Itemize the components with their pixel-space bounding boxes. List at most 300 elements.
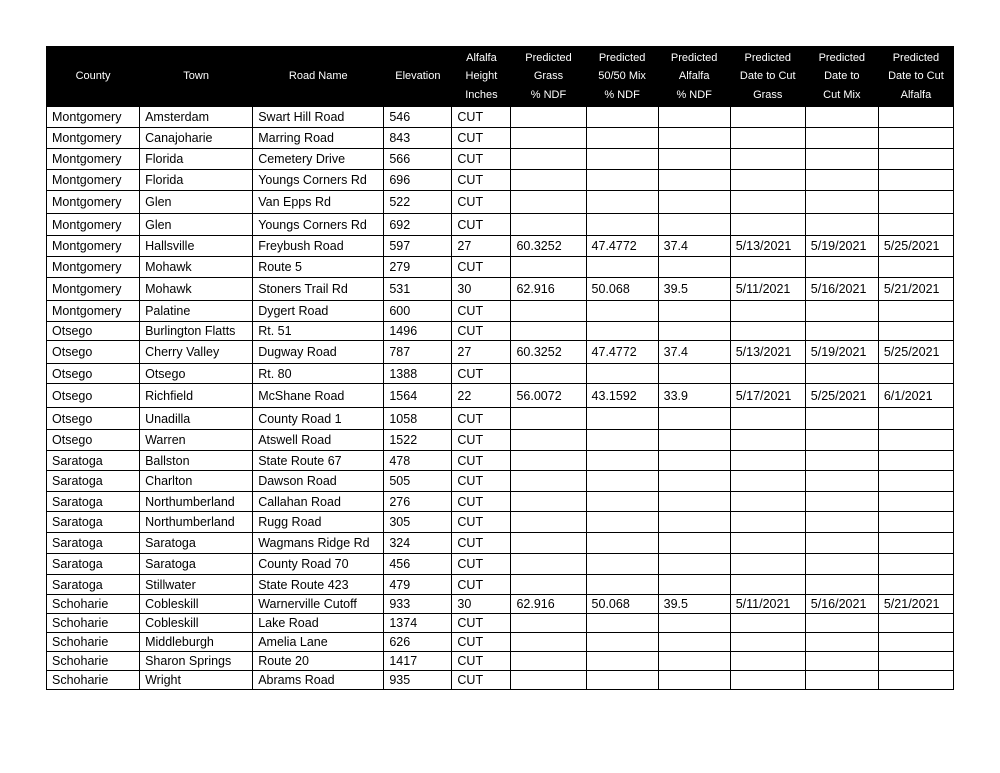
cell-alfalfa-height: CUT (452, 575, 511, 595)
cell-date-cut-mix: 5/19/2021 (805, 236, 878, 257)
cell-county: Otsego (47, 430, 140, 451)
cell-town: Canajoharie (140, 128, 253, 149)
table-row (47, 614, 954, 633)
cell-elevation: 276 (384, 492, 452, 512)
cell-date-cut-mix (805, 554, 878, 575)
cell-mix-ndf (586, 533, 658, 554)
cell-elevation: 692 (384, 214, 452, 236)
cell-elevation: 305 (384, 512, 452, 533)
cell-town: Warren (140, 430, 253, 451)
cell-date-cut-alfalfa (878, 512, 953, 533)
cell-elevation: 626 (384, 633, 452, 652)
cell-road-name: State Route 67 (253, 451, 384, 471)
cell-road-name: Warnerville Cutoff (253, 595, 384, 614)
cell-alfalfa-height: CUT (452, 671, 511, 690)
cell-alfalfa-ndf (658, 430, 730, 451)
cell-date-cut-alfalfa: 5/21/2021 (878, 595, 953, 614)
cell-date-cut-alfalfa (878, 257, 953, 278)
table-row (47, 322, 954, 341)
cell-alfalfa-height: CUT (452, 322, 511, 341)
cell-road-name: Wagmans Ridge Rd (253, 533, 384, 554)
cell-date-cut-grass (730, 191, 805, 214)
cell-date-cut-grass (730, 214, 805, 236)
cell-road-name: Van Epps Rd (253, 191, 384, 214)
column-header-text: % NDF (530, 88, 567, 101)
cell-alfalfa-height: CUT (452, 512, 511, 533)
cell-mix-ndf (586, 191, 658, 214)
cell-alfalfa-height: CUT (452, 471, 511, 492)
cell-mix-ndf (586, 364, 658, 384)
table-row (47, 671, 954, 690)
cell-date-cut-mix: 5/16/2021 (805, 278, 878, 301)
cell-date-cut-alfalfa (878, 170, 953, 191)
cell-mix-ndf (586, 257, 658, 278)
cell-grass-ndf (511, 554, 586, 575)
cell-town: Ballston (140, 451, 253, 471)
cell-mix-ndf (586, 671, 658, 690)
cell-grass-ndf (511, 170, 586, 191)
cell-alfalfa-height: CUT (452, 170, 511, 191)
cell-mix-ndf (586, 652, 658, 671)
cell-county: Schoharie (47, 595, 140, 614)
cell-date-cut-grass (730, 554, 805, 575)
cell-town: Glen (140, 214, 253, 236)
cell-mix-ndf: 50.068 (586, 595, 658, 614)
table-row (47, 652, 954, 671)
cell-date-cut-mix (805, 533, 878, 554)
cell-date-cut-mix (805, 191, 878, 214)
cell-date-cut-mix (805, 575, 878, 595)
column-header-text: Alfalfa (678, 70, 710, 83)
column-header-text: 50/50 Mix (598, 70, 646, 83)
cell-mix-ndf (586, 512, 658, 533)
cell-town: Unadilla (140, 408, 253, 430)
cell-date-cut-grass (730, 301, 805, 322)
cell-grass-ndf (511, 533, 586, 554)
column-header-text: Grass (753, 88, 783, 101)
cell-mix-ndf (586, 301, 658, 322)
cell-alfalfa-ndf (658, 554, 730, 575)
cell-mix-ndf (586, 322, 658, 341)
cell-county: Otsego (47, 384, 140, 408)
cell-alfalfa-ndf (658, 191, 730, 214)
cell-county: Montgomery (47, 107, 140, 128)
column-header-text: Predicted (670, 51, 718, 64)
cell-alfalfa-ndf (658, 128, 730, 149)
column-header-text: Inches (465, 88, 498, 101)
cell-road-name: Dugway Road (253, 341, 384, 364)
cell-alfalfa-ndf (658, 257, 730, 278)
cell-elevation: 600 (384, 301, 452, 322)
cell-date-cut-mix (805, 451, 878, 471)
cell-alfalfa-height: CUT (452, 652, 511, 671)
cell-county: Montgomery (47, 301, 140, 322)
cell-grass-ndf (511, 671, 586, 690)
cell-alfalfa-height: CUT (452, 408, 511, 430)
cell-alfalfa-height: CUT (452, 451, 511, 471)
cell-town: Richfield (140, 384, 253, 408)
cell-elevation: 478 (384, 451, 452, 471)
cell-date-cut-mix (805, 364, 878, 384)
cell-date-cut-alfalfa (878, 533, 953, 554)
cell-grass-ndf (511, 575, 586, 595)
cell-town: Cherry Valley (140, 341, 253, 364)
column-header-date-cut-mix (805, 47, 878, 107)
column-header-county (47, 47, 140, 107)
cell-date-cut-mix (805, 492, 878, 512)
cell-date-cut-mix (805, 430, 878, 451)
cell-date-cut-grass (730, 633, 805, 652)
table-row (47, 236, 954, 257)
cell-alfalfa-height: CUT (452, 107, 511, 128)
cell-road-name: Youngs Corners Rd (253, 214, 384, 236)
cell-county: Saratoga (47, 533, 140, 554)
cell-date-cut-mix (805, 301, 878, 322)
cell-alfalfa-height: 27 (452, 236, 511, 257)
cell-road-name: Cemetery Drive (253, 149, 384, 170)
column-header-town (140, 47, 253, 107)
table-row (47, 554, 954, 575)
cell-grass-ndf (511, 149, 586, 170)
cell-elevation: 566 (384, 149, 452, 170)
cell-road-name: Marring Road (253, 128, 384, 149)
cell-date-cut-mix: 5/25/2021 (805, 384, 878, 408)
table-row (47, 149, 954, 170)
cell-elevation: 1522 (384, 430, 452, 451)
column-header-text: Road Name (288, 70, 348, 83)
cell-alfalfa-ndf (658, 652, 730, 671)
cell-elevation: 505 (384, 471, 452, 492)
cell-road-name: Lake Road (253, 614, 384, 633)
cell-alfalfa-ndf: 39.5 (658, 595, 730, 614)
table-row (47, 214, 954, 236)
cell-county: Montgomery (47, 236, 140, 257)
cell-road-name: Rugg Road (253, 512, 384, 533)
cell-road-name: State Route 423 (253, 575, 384, 595)
cell-date-cut-mix (805, 652, 878, 671)
cell-elevation: 787 (384, 341, 452, 364)
cell-date-cut-alfalfa (878, 430, 953, 451)
table-row (47, 533, 954, 554)
cell-date-cut-mix (805, 257, 878, 278)
cell-alfalfa-height: 22 (452, 384, 511, 408)
cell-elevation: 279 (384, 257, 452, 278)
cell-mix-ndf (586, 408, 658, 430)
column-header-text: Predicted (818, 51, 866, 64)
cell-grass-ndf (511, 430, 586, 451)
cell-grass-ndf (511, 214, 586, 236)
cell-road-name: Freybush Road (253, 236, 384, 257)
cell-date-cut-mix (805, 408, 878, 430)
cell-alfalfa-ndf (658, 301, 730, 322)
cell-county: Schoharie (47, 652, 140, 671)
cell-town: Sharon Springs (140, 652, 253, 671)
column-header-text: Town (183, 70, 209, 83)
cell-county: Otsego (47, 364, 140, 384)
cell-date-cut-grass (730, 671, 805, 690)
cell-alfalfa-ndf (658, 451, 730, 471)
cell-county: Saratoga (47, 471, 140, 492)
column-header-text: Alfalfa (900, 88, 932, 101)
column-header-alfalfa-ndf (658, 47, 730, 107)
cell-county: Otsego (47, 322, 140, 341)
cell-road-name: Rt. 51 (253, 322, 384, 341)
cell-grass-ndf: 60.3252 (511, 236, 586, 257)
cell-alfalfa-ndf: 39.5 (658, 278, 730, 301)
cell-date-cut-grass (730, 170, 805, 191)
cell-road-name: Route 20 (253, 652, 384, 671)
cell-grass-ndf (511, 451, 586, 471)
cell-town: Northumberland (140, 492, 253, 512)
table-row (47, 257, 954, 278)
cell-date-cut-grass (730, 575, 805, 595)
cell-alfalfa-ndf (658, 575, 730, 595)
cell-county: Otsego (47, 408, 140, 430)
cell-road-name: Atswell Road (253, 430, 384, 451)
cell-date-cut-grass (730, 492, 805, 512)
cell-date-cut-mix (805, 107, 878, 128)
cell-elevation: 531 (384, 278, 452, 301)
cell-town: Cobleskill (140, 595, 253, 614)
cell-alfalfa-height: CUT (452, 430, 511, 451)
cell-grass-ndf (511, 512, 586, 533)
cell-date-cut-alfalfa: 6/1/2021 (878, 384, 953, 408)
cell-date-cut-alfalfa (878, 451, 953, 471)
cell-alfalfa-height: 27 (452, 341, 511, 364)
cell-alfalfa-ndf (658, 149, 730, 170)
cell-date-cut-grass (730, 257, 805, 278)
cell-town: Cobleskill (140, 614, 253, 633)
cell-county: Saratoga (47, 512, 140, 533)
cell-date-cut-mix (805, 128, 878, 149)
cell-date-cut-alfalfa (878, 128, 953, 149)
column-header-text: Height (465, 70, 498, 83)
cell-date-cut-grass: 5/13/2021 (730, 341, 805, 364)
cell-date-cut-mix: 5/19/2021 (805, 341, 878, 364)
cell-date-cut-alfalfa (878, 408, 953, 430)
table-row (47, 341, 954, 364)
cell-alfalfa-ndf: 33.9 (658, 384, 730, 408)
cell-date-cut-alfalfa (878, 214, 953, 236)
cell-grass-ndf (511, 471, 586, 492)
column-header-text: Cut Mix (823, 88, 861, 101)
cell-town: Saratoga (140, 533, 253, 554)
cell-county: Saratoga (47, 575, 140, 595)
cell-town: Mohawk (140, 278, 253, 301)
cell-grass-ndf (511, 652, 586, 671)
cell-alfalfa-ndf (658, 671, 730, 690)
cell-county: Saratoga (47, 492, 140, 512)
cell-alfalfa-height: CUT (452, 364, 511, 384)
cell-elevation: 1564 (384, 384, 452, 408)
cell-alfalfa-ndf (658, 471, 730, 492)
cell-date-cut-alfalfa: 5/25/2021 (878, 341, 953, 364)
cell-alfalfa-height: CUT (452, 492, 511, 512)
cell-elevation: 546 (384, 107, 452, 128)
cell-town: Glen (140, 191, 253, 214)
cell-town: Palatine (140, 301, 253, 322)
cell-date-cut-alfalfa (878, 633, 953, 652)
cell-county: Schoharie (47, 633, 140, 652)
cell-road-name: Stoners Trail Rd (253, 278, 384, 301)
cell-grass-ndf (511, 301, 586, 322)
cell-date-cut-grass (730, 107, 805, 128)
cell-town: Otsego (140, 364, 253, 384)
cell-date-cut-alfalfa (878, 107, 953, 128)
cell-elevation: 324 (384, 533, 452, 554)
cell-alfalfa-height: CUT (452, 633, 511, 652)
cell-road-name: Swart Hill Road (253, 107, 384, 128)
cell-road-name: Route 5 (253, 257, 384, 278)
column-header-text: Elevation (395, 70, 441, 83)
cell-alfalfa-height: CUT (452, 214, 511, 236)
cell-road-name: Dawson Road (253, 471, 384, 492)
cell-date-cut-alfalfa: 5/21/2021 (878, 278, 953, 301)
cell-road-name: Youngs Corners Rd (253, 170, 384, 191)
cell-date-cut-alfalfa (878, 364, 953, 384)
cell-date-cut-grass: 5/17/2021 (730, 384, 805, 408)
cell-date-cut-grass (730, 430, 805, 451)
cell-date-cut-grass (730, 533, 805, 554)
table-row (47, 408, 954, 430)
cell-date-cut-grass (730, 322, 805, 341)
cell-mix-ndf (586, 128, 658, 149)
column-header-text: Grass (533, 70, 564, 83)
column-header-text: Predicted (744, 51, 791, 64)
cell-town: Mohawk (140, 257, 253, 278)
table-body (47, 107, 954, 690)
cell-date-cut-alfalfa (878, 614, 953, 633)
hay-cut-prediction-table (46, 46, 954, 690)
cell-elevation: 1496 (384, 322, 452, 341)
cell-date-cut-grass (730, 364, 805, 384)
column-header-mix-ndf (586, 47, 658, 107)
column-header-elevation (384, 47, 452, 107)
cell-date-cut-grass (730, 128, 805, 149)
cell-county: Otsego (47, 341, 140, 364)
cell-mix-ndf (586, 633, 658, 652)
cell-road-name: County Road 70 (253, 554, 384, 575)
cell-alfalfa-height: CUT (452, 301, 511, 322)
table-row (47, 128, 954, 149)
column-header-date-cut-grass (730, 47, 805, 107)
cell-road-name: Abrams Road (253, 671, 384, 690)
cell-date-cut-mix (805, 170, 878, 191)
cell-alfalfa-height: CUT (452, 554, 511, 575)
cell-county: Montgomery (47, 257, 140, 278)
header-row (47, 47, 954, 107)
cell-road-name: Amelia Lane (253, 633, 384, 652)
cell-mix-ndf (586, 149, 658, 170)
cell-grass-ndf (511, 492, 586, 512)
cell-alfalfa-ndf (658, 107, 730, 128)
cell-date-cut-grass (730, 471, 805, 492)
cell-date-cut-mix: 5/16/2021 (805, 595, 878, 614)
cell-town: Hallsville (140, 236, 253, 257)
cell-road-name: County Road 1 (253, 408, 384, 430)
cell-elevation: 522 (384, 191, 452, 214)
cell-date-cut-alfalfa (878, 554, 953, 575)
column-header-text: Date to Cut (739, 70, 796, 83)
cell-county: Montgomery (47, 191, 140, 214)
column-header-alfalfa-height (452, 47, 511, 107)
cell-town: Northumberland (140, 512, 253, 533)
cell-alfalfa-height: CUT (452, 128, 511, 149)
table-row (47, 595, 954, 614)
cell-date-cut-grass (730, 408, 805, 430)
cell-grass-ndf (511, 191, 586, 214)
cell-mix-ndf: 47.4772 (586, 341, 658, 364)
table-row (47, 170, 954, 191)
cell-mix-ndf (586, 430, 658, 451)
cell-mix-ndf (586, 214, 658, 236)
cell-date-cut-mix (805, 322, 878, 341)
cell-grass-ndf: 62.916 (511, 278, 586, 301)
cell-mix-ndf (586, 554, 658, 575)
cell-date-cut-alfalfa (878, 492, 953, 512)
cell-alfalfa-ndf: 37.4 (658, 341, 730, 364)
cell-grass-ndf: 56.0072 (511, 384, 586, 408)
cell-date-cut-mix (805, 149, 878, 170)
column-header-text: County (75, 70, 111, 83)
table-row (47, 575, 954, 595)
cell-alfalfa-height: CUT (452, 533, 511, 554)
table-row (47, 512, 954, 533)
cell-alfalfa-ndf (658, 533, 730, 554)
cell-alfalfa-ndf (658, 633, 730, 652)
table-row (47, 107, 954, 128)
cell-alfalfa-ndf (658, 364, 730, 384)
table-row (47, 301, 954, 322)
cell-alfalfa-ndf (658, 408, 730, 430)
cell-grass-ndf: 60.3252 (511, 341, 586, 364)
cell-mix-ndf: 47.4772 (586, 236, 658, 257)
cell-grass-ndf (511, 107, 586, 128)
column-header-text: % NDF (676, 88, 712, 101)
cell-date-cut-alfalfa (878, 652, 953, 671)
cell-grass-ndf (511, 257, 586, 278)
cell-mix-ndf: 43.1592 (586, 384, 658, 408)
cell-alfalfa-ndf (658, 170, 730, 191)
cell-town: Middleburgh (140, 633, 253, 652)
cell-grass-ndf: 62.916 (511, 595, 586, 614)
cell-grass-ndf (511, 364, 586, 384)
cell-date-cut-grass (730, 652, 805, 671)
column-header-text: Predicted (525, 51, 572, 64)
cell-date-cut-mix (805, 671, 878, 690)
cell-mix-ndf (586, 575, 658, 595)
cell-elevation: 597 (384, 236, 452, 257)
cell-date-cut-mix (805, 471, 878, 492)
cell-alfalfa-height: CUT (452, 191, 511, 214)
column-header-text: Date to (824, 70, 860, 83)
cell-date-cut-alfalfa (878, 575, 953, 595)
cell-town: Florida (140, 170, 253, 191)
cell-town: Wright (140, 671, 253, 690)
cell-grass-ndf (511, 614, 586, 633)
cell-alfalfa-height: CUT (452, 257, 511, 278)
cell-grass-ndf (511, 128, 586, 149)
cell-county: Saratoga (47, 554, 140, 575)
cell-alfalfa-ndf (658, 322, 730, 341)
table-row (47, 191, 954, 214)
table-row (47, 471, 954, 492)
cell-alfalfa-height: CUT (452, 149, 511, 170)
cell-alfalfa-height: 30 (452, 595, 511, 614)
cell-date-cut-mix (805, 633, 878, 652)
cell-grass-ndf (511, 408, 586, 430)
cell-date-cut-grass (730, 451, 805, 471)
